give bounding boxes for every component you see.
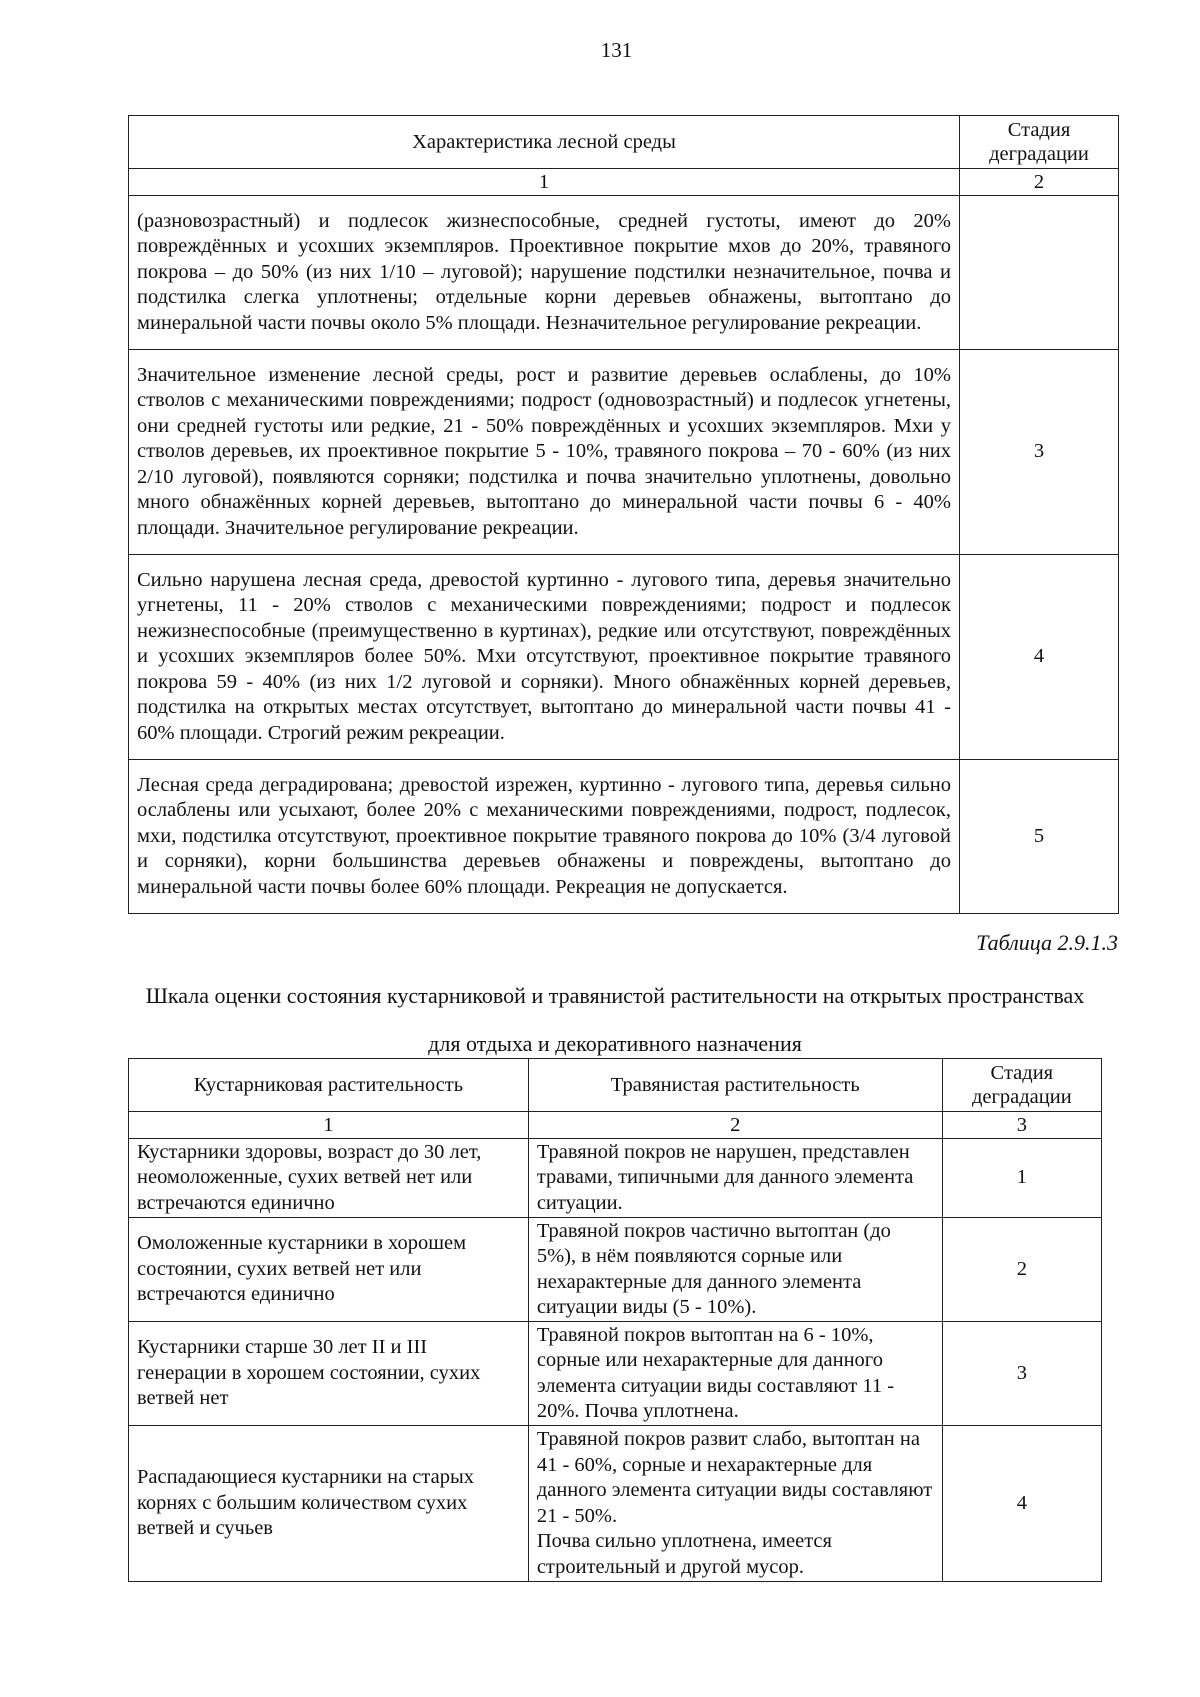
forest-degradation-table <box>128 115 1119 914</box>
table-row <box>129 760 1119 914</box>
header-degradation-stage: Стадия деградации <box>960 116 1119 169</box>
degradation-stage-cell: 4 <box>960 555 1119 760</box>
degradation-stage-cell <box>960 196 1119 350</box>
forest-characteristic-cell: Лесная среда деградирована; древостой изрежен, куртинно - лугового типа, деревья сильно ослаблены или усыхают, более 20% с механическими повреждениями, подрост, подлесок, мхи, подстилка отсутствуют, проективное покрытие травяного покрова до 10% (3/4 луговой и сорняки), корни большинства деревьев обнажены и повреждены, вытоптано до минеральной части почвы более 60% площади. Рекреация не допускается. <box>129 760 960 914</box>
forest-characteristic-cell: Значительное изменение лесной среды, рост и развитие деревьев ослаблены, до 10% стволов с механическими повреждениями; подрост (одновозрастный) и подлесок угнетены, они средней густоты или редкие, 21 - 50% повреждённых и усохших экземпляров. Мхи у стволов деревьев, их проективное покрытие 5 - 10%, травяного покрова – 70 - 60% (из них 2/10 луговой), появляются сорняки; подстилка и почва значительно уплотнены, довольно много обнажённых корней деревьев, вытоптано до минеральной части почвы 6 - 40% площади. Значительное регулирование рекреации. <box>129 350 960 555</box>
shrub-cell: Кустарники здоровы, возраст до 30 лет, неомоложенные, сухих ветвей нет или встречаются единично <box>129 1139 529 1218</box>
degradation-stage-cell: 3 <box>960 350 1119 555</box>
degradation-stage-cell: 4 <box>942 1426 1101 1582</box>
column-number: 3 <box>942 1112 1101 1139</box>
table-row <box>129 1426 1102 1582</box>
forest-characteristic-cell: Сильно нарушена лесная среда, древостой куртинно - лугового типа, деревья значительно угнетены, 11 - 20% стволов с механическими повреждениями; подрост и подлесок нежизнеспособные (преимущественно в куртинах), редкие или отсутствуют, повреждённых и усохших экземпляров более 50%. Мхи отсутствуют, проективное покрытие травяного покрова 59 - 40% (из них 1/2 луговой и сорняки). Много обнажённых корней деревьев, подстилка на открытых местах отсутствует, вытоптано до минеральной части почвы 41 - 60% площади. Строгий режим рекреации. <box>129 555 960 760</box>
grass-cell: Травяной покров частично вытоптан (до 5%), в нём появляются сорные или нехарактерные для данного элемента ситуации виды (5 - 10%). <box>528 1218 942 1322</box>
table-row <box>129 555 1119 760</box>
table-row <box>129 350 1119 555</box>
header-grass-vegetation: Травянистая растительность <box>528 1059 942 1112</box>
grass-cell: Травяной покров не нарушен, представлен травами, типичными для данного элемента ситуации. <box>528 1139 942 1218</box>
column-number: 2 <box>528 1112 942 1139</box>
degradation-stage-cell: 1 <box>942 1139 1101 1218</box>
column-number: 1 <box>129 169 960 196</box>
shrub-grass-scale-table <box>128 1058 1102 1582</box>
table-row <box>129 1139 1102 1218</box>
grass-cell <box>528 1426 942 1582</box>
column-number: 1 <box>129 1112 529 1139</box>
shrub-cell: Омоложенные кустарники в хорошем состоянии, сухих ветвей нет или встречаются единично <box>129 1218 529 1322</box>
grass-text-extra: Почва сильно уплотнена, имеется строительный и другой мусор. <box>536 1530 832 1578</box>
table-caption: Таблица 2.9.1.3 <box>976 930 1118 955</box>
table-title: Шкала оценки состояния кустарниковой и травянистой растительности на открытых пространствах для отдыха и декоративного назначения <box>145 983 1085 1056</box>
degradation-stage-cell: 2 <box>942 1218 1101 1322</box>
column-number-row <box>129 169 1119 196</box>
grass-text: Травяной покров развит слабо, вытоптан на 41 - 60%, сорные и нехарактерные для данного элемента ситуации виды составляют 21 - 50%. <box>536 1428 933 1527</box>
grass-cell: Травяной покров вытоптан на 6 - 10%, сорные или нехарактерные для данного элемента ситуации виды составляют 11 - 20%. Почва уплотнена. <box>528 1322 942 1426</box>
forest-characteristic-cell: (разновозрастный) и подлесок жизнеспособные, средней густоты, имеют до 20% повреждённых и усохших экземпляров. Проективное покрытие мхов до 20%, травяного покрова – до 50% (из них 1/10 – луговой); нарушение подстилки незначительное, почва и подстилка слегка уплотнены; отдельные корни деревьев обнажены, вытоптано до минеральной части почвы около 5% площади. Незначительное регулирование рекреации. <box>129 196 960 350</box>
column-number: 2 <box>960 169 1119 196</box>
header-shrub-vegetation: Кустарниковая растительность <box>129 1059 529 1112</box>
shrub-cell: Распадающиеся кустарники на старых корнях с большим количеством сухих ветвей и сучьев <box>129 1426 529 1582</box>
table-row <box>129 1218 1102 1322</box>
degradation-stage-cell: 5 <box>960 760 1119 914</box>
table-row <box>129 1322 1102 1426</box>
header-degradation-stage: Стадия деградации <box>942 1059 1101 1112</box>
degradation-stage-cell: 3 <box>942 1322 1101 1426</box>
table-header-row <box>129 1059 1102 1112</box>
column-number-row <box>129 1112 1102 1139</box>
table-row <box>129 196 1119 350</box>
shrub-cell: Кустарники старше 30 лет II и III генерации в хорошем состоянии, сухих ветвей нет <box>129 1322 529 1426</box>
header-forest-characteristics: Характеристика лесной среды <box>129 116 960 169</box>
table-header-row <box>129 116 1119 169</box>
page-number: 131 <box>600 38 633 62</box>
